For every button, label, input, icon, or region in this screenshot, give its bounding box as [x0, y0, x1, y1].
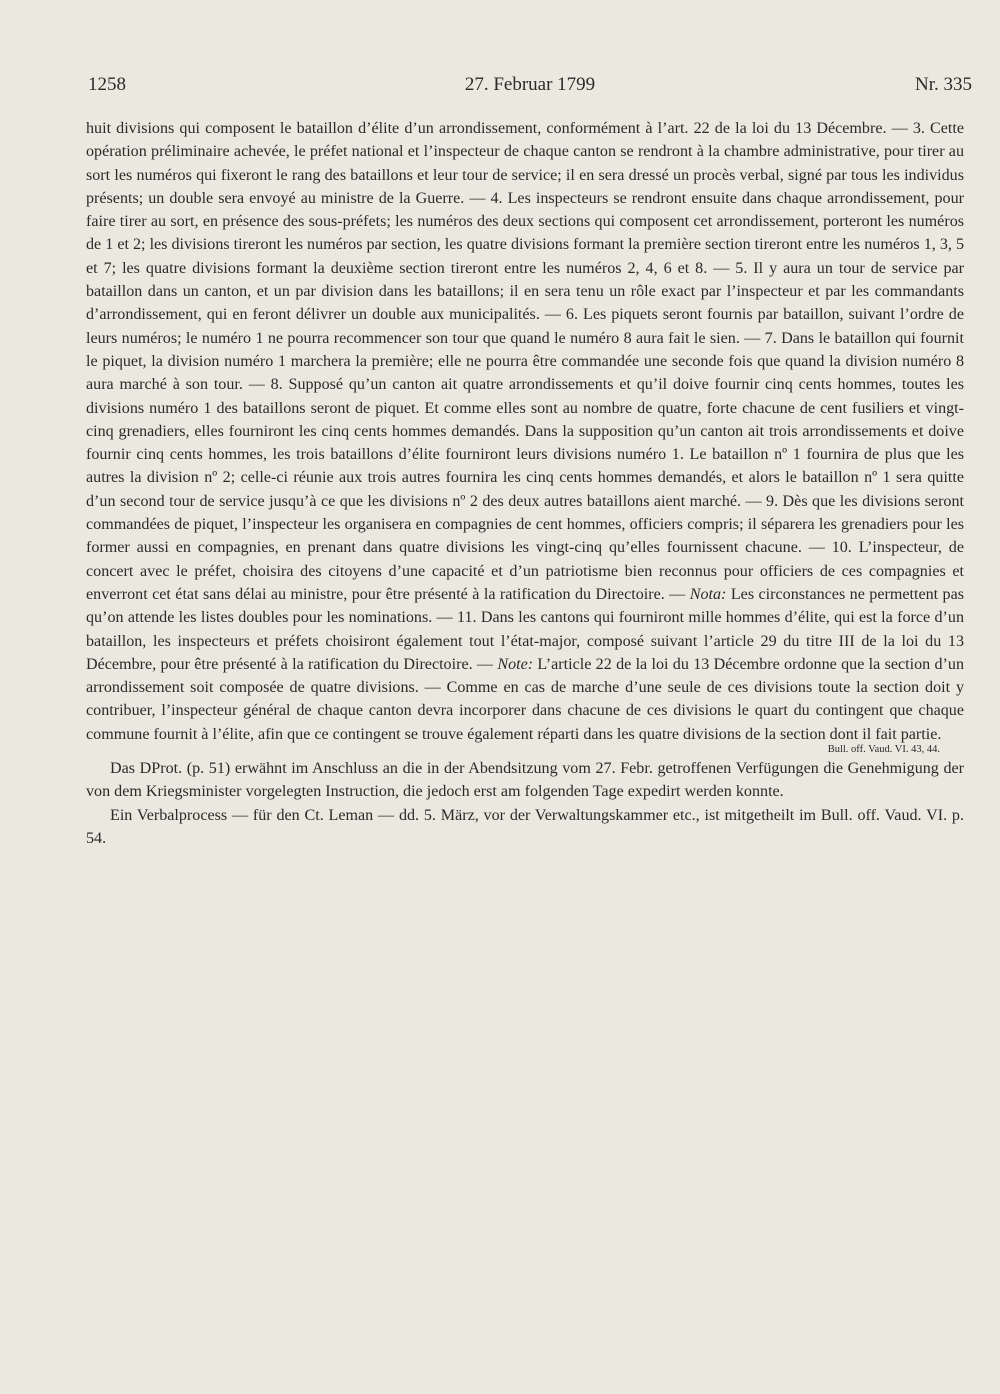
- german-paragraph: Ein Verbalprocess — für den Ct. Leman — dd. 5. März, vor der Verwaltungskammer etc., ist mitgetheilt im Bull. off. Vaud. VI. p. 54.: [86, 806, 964, 847]
- running-header: [88, 74, 972, 104]
- german-paragraph: Das DProt. (p. 51) erwähnt im Anschluss an die in der Abendsitzung vom 27. Febr. getroffenen Verfügungen die Genehmigung der von dem Kriegsminister vorgelegten Instruction, die jedoch erst am folgenden Tage expedirt werden konnte.: [86, 760, 964, 801]
- nota-label: Nota:: [689, 585, 727, 603]
- note-label: Note:: [497, 655, 534, 673]
- document-number: Nr. 335: [915, 74, 972, 95]
- source-citation: Bull. off. Vaud. VI. 43, 44.: [827, 744, 940, 756]
- decree-text-part-3: L’article 22 de la loi du 13 Décembre ordonne que la section d’un arrondissement soit composée de quatre divisions. — Comme en cas de marche d’une seule de ces divisions toute la section doit y contribuer, l’inspecteur général de chaque canton devra incorporer dans chacune de ces divisions le quart du contingent que chaque commune fournit à l’élite, afin que ce contingent se trouve également réparti dans les quatre divisions de la section dont il fait partie.: [86, 655, 964, 743]
- decree-text-part-1: huit divisions qui composent le bataillon d’élite d’un arrondissement, conformément à l’art. 22 de la loi du 13 Décembre. — 3. Cette opération préliminaire achevée, le préfet national et l’inspecteur de chaque canton se rendront à la chambre administrative, pour tirer au sort les numéros qui fixeront le rang des bataillons et leur tour de service; il en sera dressé un procès verbal, signé par tous les individus présents; un double sera envoyé au ministre de la Guerre. — 4. Les inspecteurs se rendront ensuite dans chaque arrondissement, pour faire tirer au sort, en présence des sous-préfets; les numéros des deux sections qui composent cet arrondissement, porteront les numéros de 1 et 2; les divisions tireront les numéros par section, les quatre divisions formant la première section tireront entre les numéros 1, 3, 5 et 7; les quatre divisions formant la deuxième section tireront entre les numéros 2, 4, 6 et 8. — 5. Il y aura un tour de service par bataillon dans un canton, et un par division dans les bataillons; il en sera tenu un rôle exact par l’inspecteur et par les commandants d’arrondissement, qui en feront délivrer un double aux municipalités. — 6. Les piquets seront fournis par bataillon, suivant l’ordre de leurs numéros; le numéro 1 ne pourra recommencer son tour que quand le numéro 8 aura fait le sien. — 7. Dans le bataillon qui fournit le piquet, la division numéro 1 marchera la première; elle ne pourra être commandée une seconde fois que quand la division numéro 8 aura marché à son tour. — 8. Supposé qu’un canton ait quatre arrondissements et qu’il doive fournir cinq cents hommes, toutes les divisions numéro 1 des bataillons seront de piquet. Et comme elles sont au nombre de quatre, forte chacune de cent fusiliers et vingt-cinq grenadiers, elles fourniront les cinq cents hommes demandés. Dans la supposition qu’un canton ait trois arrondissements et doive fournir cinq cents hommes, les trois bataillons d’élite fourniront leurs divisions numéro 1. Le bataillon nº 1 fournira de plus que les autres la division nº 2; celle-ci réunie aux trois autres fournira les cinq cents hommes demandés, et alors le bataillon nº 1 sera quitte d’un second tour de service jusqu’à ce que les divisions nº 2 des deux autres bataillons aient marché. — 9. Dès que les divisions seront commandées de piquet, l’inspecteur les organisera en compagnies de cent hommes, officiers compris; il séparera les grenadiers pour les former aussi en compagnies, en prenant dans quatre divisions les vingt-cinq qu’elles fournissent chacune. — 10. L’inspecteur, de concert avec le préfet, choisira des citoyens d’une capacité et d’un patriotisme bien reconnus pour officiers de ces compagnies et enverront cet état sans délai au ministre, pour être présenté à la ratification du Directoire. —: [86, 120, 964, 603]
- text-body: [86, 117, 964, 850]
- page-number: 1258: [88, 74, 126, 95]
- header-date: 27. Februar 1799: [464, 74, 596, 95]
- decree-text-part-2: Les circonstances ne permettent pas qu’on attende les listes doubles pour les nominations. — 11. Dans les cantons qui fourniront mille hommes d’élite, qui est la force d’un bataillon, les inspecteurs et préfets choisiront également tout l’état-major, composé suivant l’article 29 du titre III de la loi du 13 Décembre, pour être présenté à la ratification du Directoire. —: [86, 585, 964, 673]
- french-decree-paragraph: [86, 117, 964, 746]
